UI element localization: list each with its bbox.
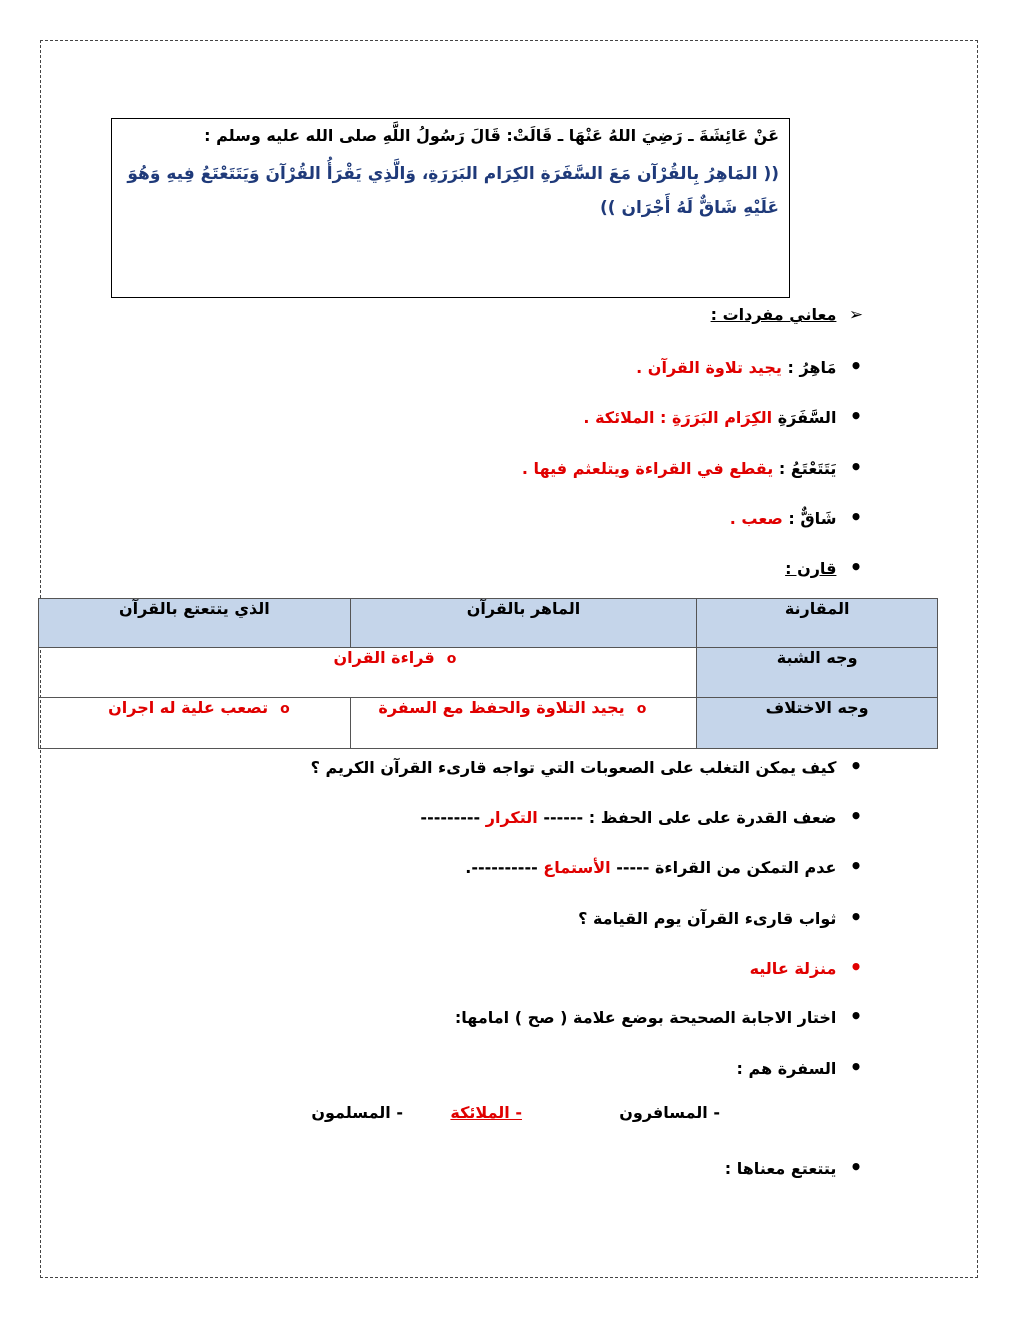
bullet-icon: • xyxy=(849,804,863,828)
instruction-line xyxy=(455,1004,870,1030)
vocab-item xyxy=(522,455,870,481)
option-text: - المسافرون xyxy=(619,1103,720,1122)
answer-line xyxy=(420,804,870,830)
comparison-table xyxy=(38,598,938,749)
table-header-cell: المقارنة xyxy=(697,599,938,648)
table-cell xyxy=(39,648,697,698)
row-label: وجه الشبة xyxy=(697,648,938,698)
answer-line xyxy=(750,955,870,981)
vocab-meaning: الكِرَام البَرَرَةِ : الملائكة . xyxy=(583,408,773,427)
hadith-narrator: عَنْ عَائِشَةَ ـ رَضِيَ اللهُ عَنْهَا ـ قَالَتْ: قَالَ رَسُولُ اللَّهِ صلى الله عليه وسلم : xyxy=(204,126,779,145)
bullet-icon: • xyxy=(849,354,863,378)
table-row xyxy=(39,698,938,749)
question-text: كيف يمكن التغلب على الصعوبات التي تواجه قارىء القرآن الكريم ؟ xyxy=(310,758,837,777)
row-label: وجه الاختلاف xyxy=(697,698,938,749)
bullet-icon: • xyxy=(849,955,863,979)
circle-bullet-icon: o xyxy=(280,701,290,717)
bullet-icon: • xyxy=(849,1004,863,1028)
hadith-text: (( المَاهِرُ بِالقُرْآن مَعَ السَّفَرَةِ الكِرَام البَرَرَةِ، وَالَّذِي يَقْرَأُ القُرْآنَ وَيَتَتَعْتَعُ فِيهِ وَهُوَ عَلَيْهِ شَاقٌّ لَهُ أَجْرَان )) xyxy=(127,164,779,218)
similarity-value: قراءة القران xyxy=(333,648,435,667)
question-line xyxy=(578,905,870,931)
vocab-meaning: يجيد تلاوة القرآن . xyxy=(636,358,782,377)
bullet-icon: • xyxy=(849,905,863,929)
subquestion-line xyxy=(737,1055,870,1081)
bullet-icon: • xyxy=(849,854,863,878)
bullet-icon: • xyxy=(849,455,863,479)
vocab-word: يَتَتَعْتَعُ : xyxy=(778,459,837,478)
bullet-icon: • xyxy=(849,1055,863,1079)
subquestion-text: السفرة هم : xyxy=(736,1059,837,1078)
vocab-word: مَاهِرُ : xyxy=(787,358,837,377)
vocab-item xyxy=(583,404,870,430)
subquestion-line xyxy=(725,1155,870,1181)
option-text: - المسلمون xyxy=(311,1103,403,1122)
vocab-item xyxy=(730,505,870,531)
bullet-icon: • xyxy=(849,1155,863,1179)
compare-title: قارن : xyxy=(785,559,837,578)
question-line xyxy=(311,754,870,780)
subquestion-text: يتتعتع معناها : xyxy=(724,1159,837,1178)
circle-bullet-icon: o xyxy=(636,701,647,717)
arrow-bullet-icon: ➢ xyxy=(848,305,864,325)
answer-value: التكرار xyxy=(485,808,538,827)
vocab-item xyxy=(636,354,870,380)
vocab-heading-line xyxy=(711,303,870,327)
answer-value: منزلة عاليه xyxy=(749,959,837,978)
table-row xyxy=(39,648,938,698)
options-row xyxy=(300,1103,720,1127)
bullet-icon: • xyxy=(849,505,863,529)
answer-suffix: ----------. xyxy=(465,858,538,877)
bullet-icon: • xyxy=(849,754,863,778)
answer-value: الأستماع xyxy=(543,858,611,877)
option-text: - الملائكة xyxy=(450,1103,522,1122)
vocab-heading: معاني مفردات : xyxy=(710,305,837,324)
table-header-row xyxy=(39,599,938,648)
vocab-meaning: يقطع في القراءة ويتلعثم فيها . xyxy=(521,459,774,478)
answer-prefix: عدم التمكن من القراءة ----- xyxy=(616,858,837,877)
difference-value: يجيد التلاوة والحفظ مع السفرة xyxy=(378,698,625,717)
bullet-icon: • xyxy=(849,404,863,428)
answer-line xyxy=(465,854,870,880)
question-text: ثواب قارىء القرآن يوم القيامة ؟ xyxy=(578,909,837,928)
difference-value: تصعب علية له اجران xyxy=(108,698,269,717)
table-header-cell: الذي يتتعتع بالقرآن xyxy=(39,599,351,648)
bullet-icon: • xyxy=(849,555,863,579)
vocab-word: شَاقٌّ : xyxy=(788,509,837,528)
circle-bullet-icon: o xyxy=(446,651,457,667)
instruction-text: اختار الاجابة الصحيحة بوضع علامة ( صح ) امامها: xyxy=(454,1008,837,1027)
table-cell xyxy=(39,698,351,749)
table-cell xyxy=(350,698,697,749)
answer-prefix: ضعف القدرة على على الحفظ : ------ xyxy=(543,808,837,827)
compare-title-line xyxy=(785,555,870,581)
table-header-cell: الماهر بالقرآن xyxy=(350,599,697,648)
vocab-meaning: صعب . xyxy=(729,509,783,528)
hadith-box xyxy=(111,118,790,298)
vocab-word: السَّفَرَةِ xyxy=(777,408,837,427)
answer-suffix: --------- xyxy=(420,808,481,827)
